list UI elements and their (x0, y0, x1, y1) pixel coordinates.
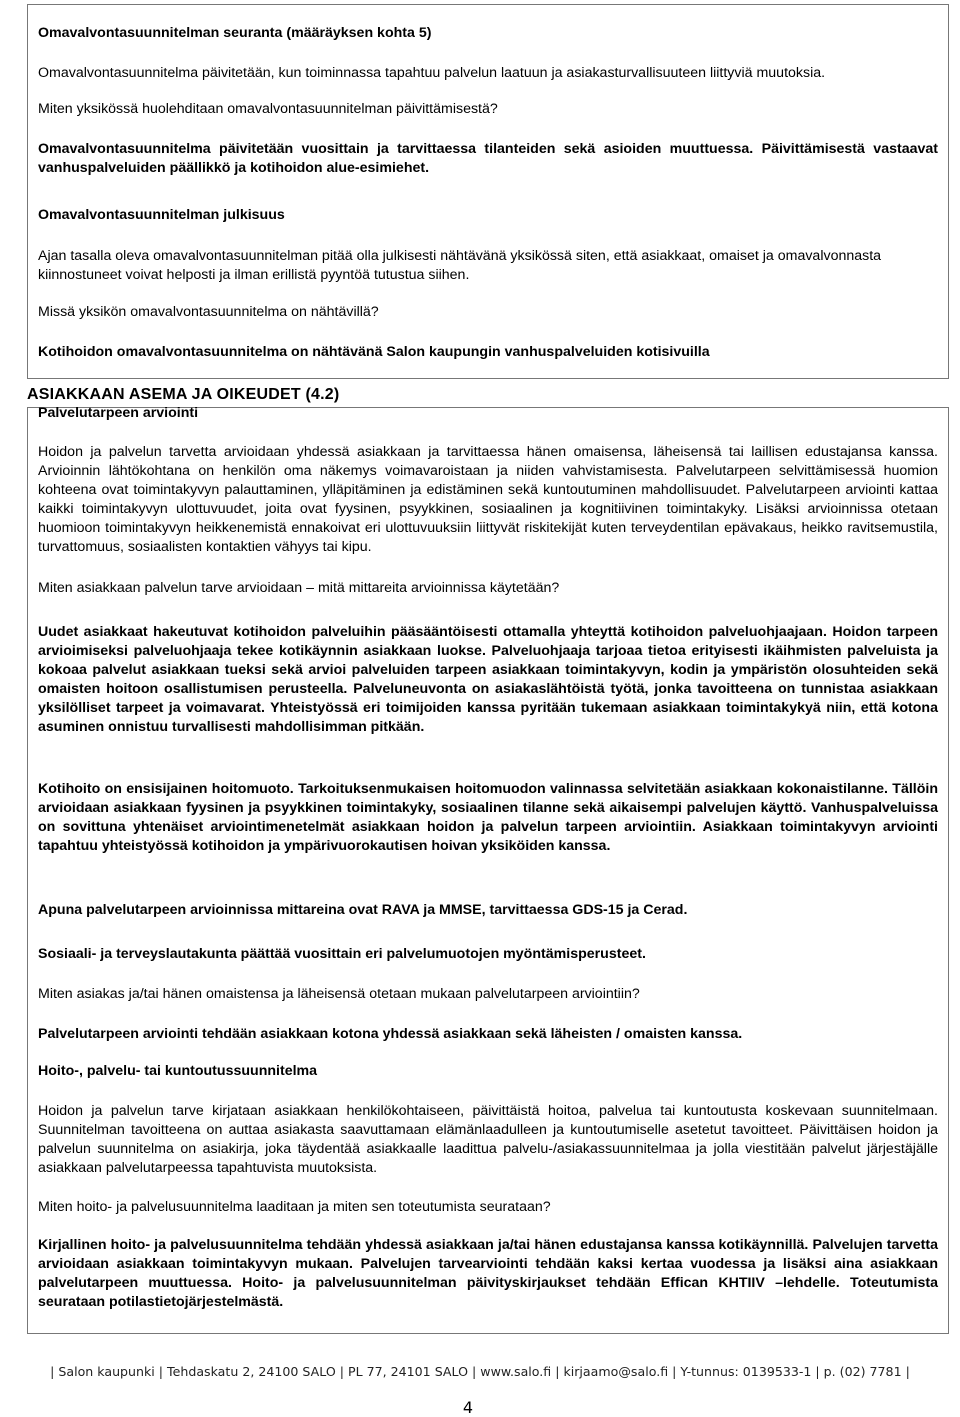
answer-text: Uudet asiakkaat hakeutuvat kotihoidon palveluihin pääsääntöisesti ottamalla yhteyttä kotihoidon palveluohjaajaan. Hoidon tarpeen arvioimiseksi palveluohjaaja tekee kotikäynnin asiakkaan luokse. Palveluohjaaja tarjoaa tietoa erityisesti ikäihmisten palveluista ja kokoaa palvelut asiakkaan tueksi sekä arvioi palveluiden tarpeen asiakkaan toimintakyvyn, kodin ja ympäristön olosuhteiden sekä omaisten hoitoon osallistumisen perusteella. Palveluneuvonta on asiakaslähtöistä työtä, jonka tavoitteena on tunnistaa asiakkaan yksilölliset tarpeet ja voimavarat. Yhteistyössä eri toimijoiden kanssa pyritään tukemaan asiakkaan toimintakykyä niin, että kotona asuminen onnistuu turvallisesti mahdollisimman pitkään. (38, 624, 938, 735)
section-assessment-box (27, 407, 949, 1334)
question-text: Miten hoito- ja palvelusuunnitelma laaditaan ja miten sen toteutumista seurataan? (38, 1199, 551, 1215)
answer-text: Kirjallinen hoito- ja palvelusuunnitelma tehdään yhdessä asiakkaan ja/tai hänen edustajansa kanssa kotikäynnillä. Palvelujen tarvetta arvioidaan asiakkaan toimintakyvyn mukaan. Palvelujen tarvearviointi tehdään kaksi kertaa vuodessa ja lisäksi aina asiakkaan palvelutarpeen muuttuessa. Hoito- ja palvelusuunnitelman päivityskirjaukset tehdään Effican KHTIIV –lehdelle. Toteutumista seurataan potilastietojärjestelmästä. (38, 1237, 938, 1310)
answer-text: Omavalvontasuunnitelma päivitetään vuosittain ja tarvittaessa tilanteiden sekä asioiden muuttuessa. Päivittämisestä vastaavat vanhuspalveluiden päällikkö ja kotihoidon alue-esimiehet. (38, 141, 938, 176)
section-title: Palvelutarpeen arviointi (38, 405, 199, 421)
publicity-question: Missä yksikön omavalvontasuunnitelma on nähtävillä? (38, 304, 379, 320)
section-monitoring-box (27, 4, 949, 379)
publicity-title: Omavalvontasuunnitelman julkisuus (38, 207, 285, 223)
answer-text: Palvelutarpeen arviointi tehdään asiakkaan kotona yhdessä asiakkaan sekä läheisten / omaisten kanssa. (38, 1026, 743, 1042)
page-number: 4 (462, 1398, 474, 1417)
assessment-paragraph: Hoidon ja palvelun tarvetta arvioidaan yhdessä asiakkaan ja tarvittaessa hänen omaisensa, läheisensä tai laillisen edustajansa kanssa. Arvioinnin lähtökohtana on henkilön oma näkemys voimavaroistaan ja niiden vahvistamisesta. Palvelutarpeen selvittämisessä huomion kohteena ovat toimintakyvyn palauttaminen, ylläpitäminen ja edistäminen sekä kuntoutuminen mahdollisuudet. Palvelutarpeen arviointi kattaa kaikki toimintakyvyn ulottuvuudet, joita ovat fyysinen, psyykkinen, sosiaalinen ja kognitiivinen toimintakyky. Lisäksi arvioinnissa otetaan huomioon toimintakyvyn heikkenemistä ennakoivat eri ulottuvuuksiin liittyvät riskitekijät kuten terveydentilan epävakaus, heikko ravitsemustila, turvattomuus, sosiaalisten kontaktien vähyys tai kipu. (38, 444, 938, 555)
section-title: Omavalvontasuunnitelman seuranta (määräyksen kohta 5) (38, 25, 432, 41)
answer-text: Apuna palvelutarpeen arvioinnissa mittareina ovat RAVA ja MMSE, tarvittaessa GDS-15 ja Cerad. (38, 902, 688, 918)
publicity-text: Ajan tasalla oleva omavalvontasuunnitelman pitää olla julkisesti nähtävänä yksikössä siten, että asiakkaat, omaiset ja omavalvonnasta kiinnostuneet voivat helposti ja ilman erillistä pyyntöä tutustua siihen. (38, 248, 882, 283)
plan-paragraph: Hoidon ja palvelun tarve kirjataan asiakkaan henkilökohtaiseen, päivittäistä hoitoa, palvelua tai kuntoutusta koskevaan suunnitelmaan. Suunnitelman tavoitteena on auttaa asiakasta saavuttamaan elämänlaadulleen ja kuntoutumiselle asetetut tavoitteet. Päivittäisen hoidon ja palvelun suunnitelma on asiakirja, joka täydentää asiakkaalle laadittua palvelu-/asiakassuunnitelmaa ja jolla viestitään palvelut järjestäjälle asiakkaan palvelutarpeessa tapahtuvista muutoksista. (38, 1103, 938, 1176)
subsection-title: Hoito-, palvelu- tai kuntoutussuunnitelma (38, 1063, 318, 1079)
answer-text: Kotihoito on ensisijainen hoitomuoto. Tarkoituksenmukaisen hoitomuodon valinnassa selvitetään asiakkaan kokonaistilanne. Tällöin arvioidaan asiakkaan fyysinen ja psyykkinen toimintakyky, sosiaalinen tilanne sekä aikaisempi palvelujen käyttö. Vanhuspalveluissa on sovittuna yhtenäiset arviointimenetelmät asiakkaan hoidon ja palvelun tarpeen arviointiin. Asiakkaan toimintakyvyn arviointi tapahtuu yhteistyössä kotihoidon ja ympärivuorokautisen hoivan yksiköiden kanssa. (38, 781, 938, 854)
publicity-answer: Kotihoidon omavalvontasuunnitelma on nähtävänä Salon kaupungin vanhuspalveluiden kotisivuilla (38, 344, 710, 360)
page-heading: ASIAKKAAN ASEMA JA OIKEUDET (4.2) (27, 386, 340, 403)
answer-text: Sosiaali- ja terveyslautakunta päättää vuosittain eri palvelumuotojen myöntämisperusteet. (38, 946, 646, 962)
intro-text: Omavalvontasuunnitelma päivitetään, kun toiminnassa tapahtuu palvelun laatuun ja asiakasturvallisuuteen liittyviä muutoksia. (38, 65, 826, 81)
question-text: Miten yksikössä huolehditaan omavalvontasuunnitelman päivittämisestä? (38, 101, 498, 117)
question-text: Miten asiakas ja/tai hänen omaistensa ja läheisensä otetaan mukaan palvelutarpeen arviointiin? (38, 986, 640, 1002)
page-footer: | Salon kaupunki | Tehdaskatu 2, 24100 SALO | PL 77, 24101 SALO | www.salo.fi | kirjaamo@salo.fi | Y-tunnus: 0139533-1 | p. (02) 7781 | (50, 1364, 910, 1379)
question-text: Miten asiakkaan palvelun tarve arvioidaan – mitä mittareita arvioinnissa käytetään? (38, 580, 560, 596)
